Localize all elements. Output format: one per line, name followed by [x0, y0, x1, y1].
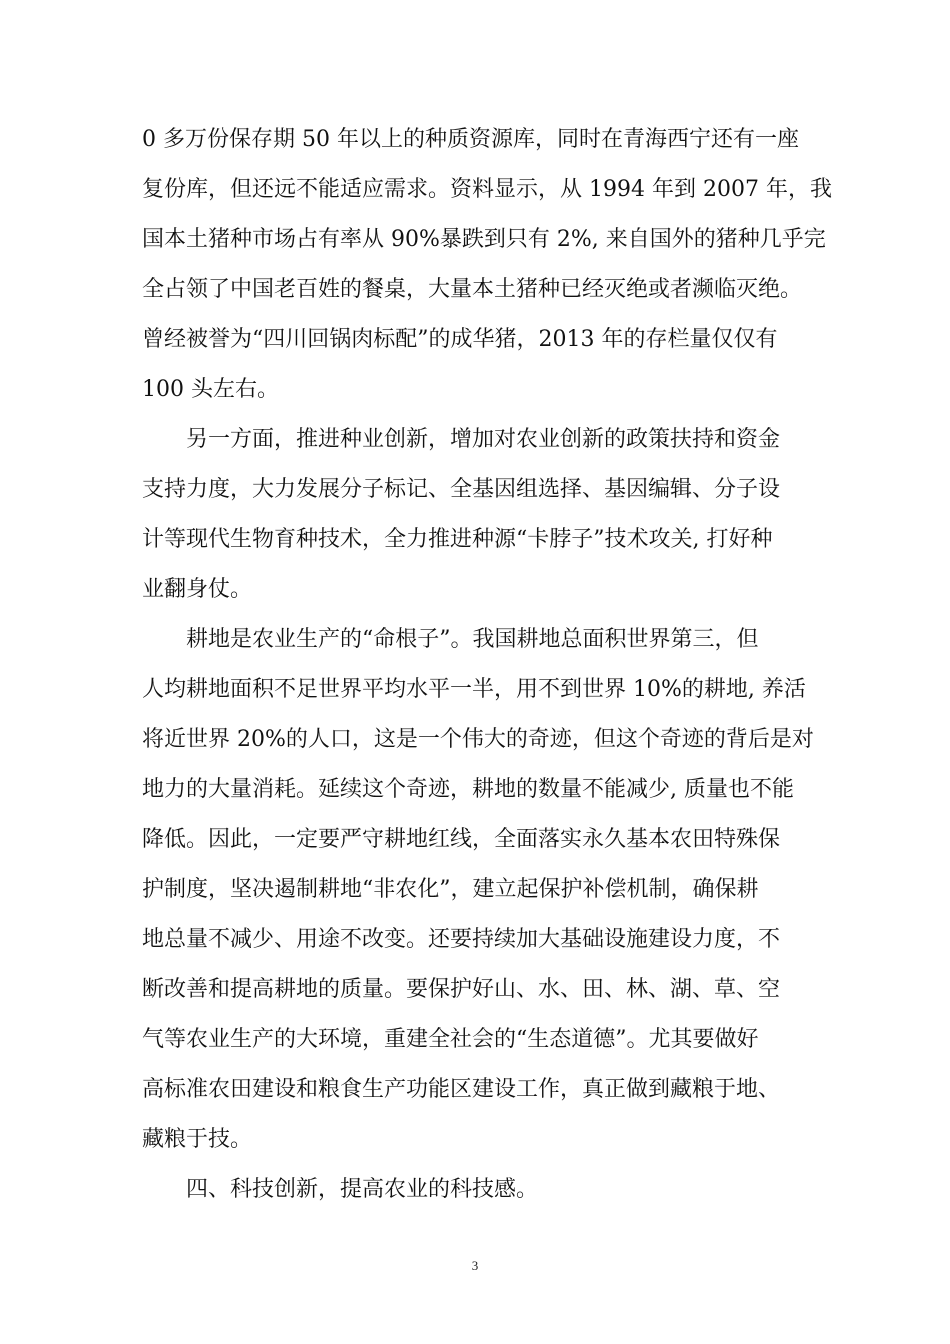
- text-line: 国本土猪种市场占有率从 90%暴跌到只有 2%, 来自国外的猪种几乎完: [142, 227, 826, 252]
- text-line: 全占领了中国老百姓的餐桌，大量本土猪种已经灭绝或者濒临灭绝。: [142, 277, 803, 302]
- text-line: 0 多万份保存期 50 年以上的种质资源库，同时在青海西宁还有一座: [142, 127, 799, 152]
- text-line: 气等农业生产的大环境，重建全社会的“生态道德”。尤其要做好: [142, 1027, 759, 1052]
- text-line: 高标准农田建设和粮食生产功能区建设工作，真正做到藏粮于地、: [142, 1077, 781, 1102]
- text-line: 复份库，但还远不能适应需求。资料显示，从 1994 年到 2007 年，我: [142, 177, 832, 202]
- page-number: 3: [471, 1258, 479, 1273]
- paragraph-start-line: 另一方面，推进种业创新，增加对农业创新的政策扶持和资金: [186, 427, 781, 452]
- text-line: 将近世界 20%的人口，这是一个伟大的奇迹，但这个奇迹的背后是对: [142, 727, 814, 752]
- text-line: 人均耕地面积不足世界平均水平一半，用不到世界 10%的耕地, 养活: [142, 677, 806, 702]
- text-line: 藏粮于技。: [142, 1127, 253, 1152]
- text-line: 地总量不减少、用途不改变。还要持续加大基础设施建设力度，不: [142, 927, 781, 952]
- text-line: 护制度，坚决遏制耕地“非农化”，建立起保护补偿机制，确保耕: [142, 877, 759, 902]
- text-line: 计等现代生物育种技术，全力推进种源“卡脖子”技术攻关, 打好种: [142, 527, 773, 552]
- paragraph-start-line: 耕地是农业生产的“命根子”。我国耕地总面积世界第三，但: [186, 627, 759, 652]
- text-line: 曾经被誉为“四川回锅肉标配”的成华猪，2013 年的存栏量仅仅有: [142, 327, 778, 352]
- document-body: [142, 115, 832, 1215]
- text-line: 断改善和提高耕地的质量。要保护好山、水、田、林、湖、草、空: [142, 977, 781, 1002]
- text-line: 地力的大量消耗。延续这个奇迹，耕地的数量不能减少, 质量也不能: [142, 777, 794, 802]
- text-line: 业翻身仗。: [142, 577, 253, 602]
- text-line: 降低。因此，一定要严守耕地红线，全面落实永久基本农田特殊保: [142, 827, 781, 852]
- text-line: 100 头左右。: [142, 377, 279, 402]
- text-line: 支持力度，大力发展分子标记、全基因组选择、基因编辑、分子设: [142, 477, 781, 502]
- section-heading: 四、科技创新，提高农业的科技感。: [186, 1177, 539, 1202]
